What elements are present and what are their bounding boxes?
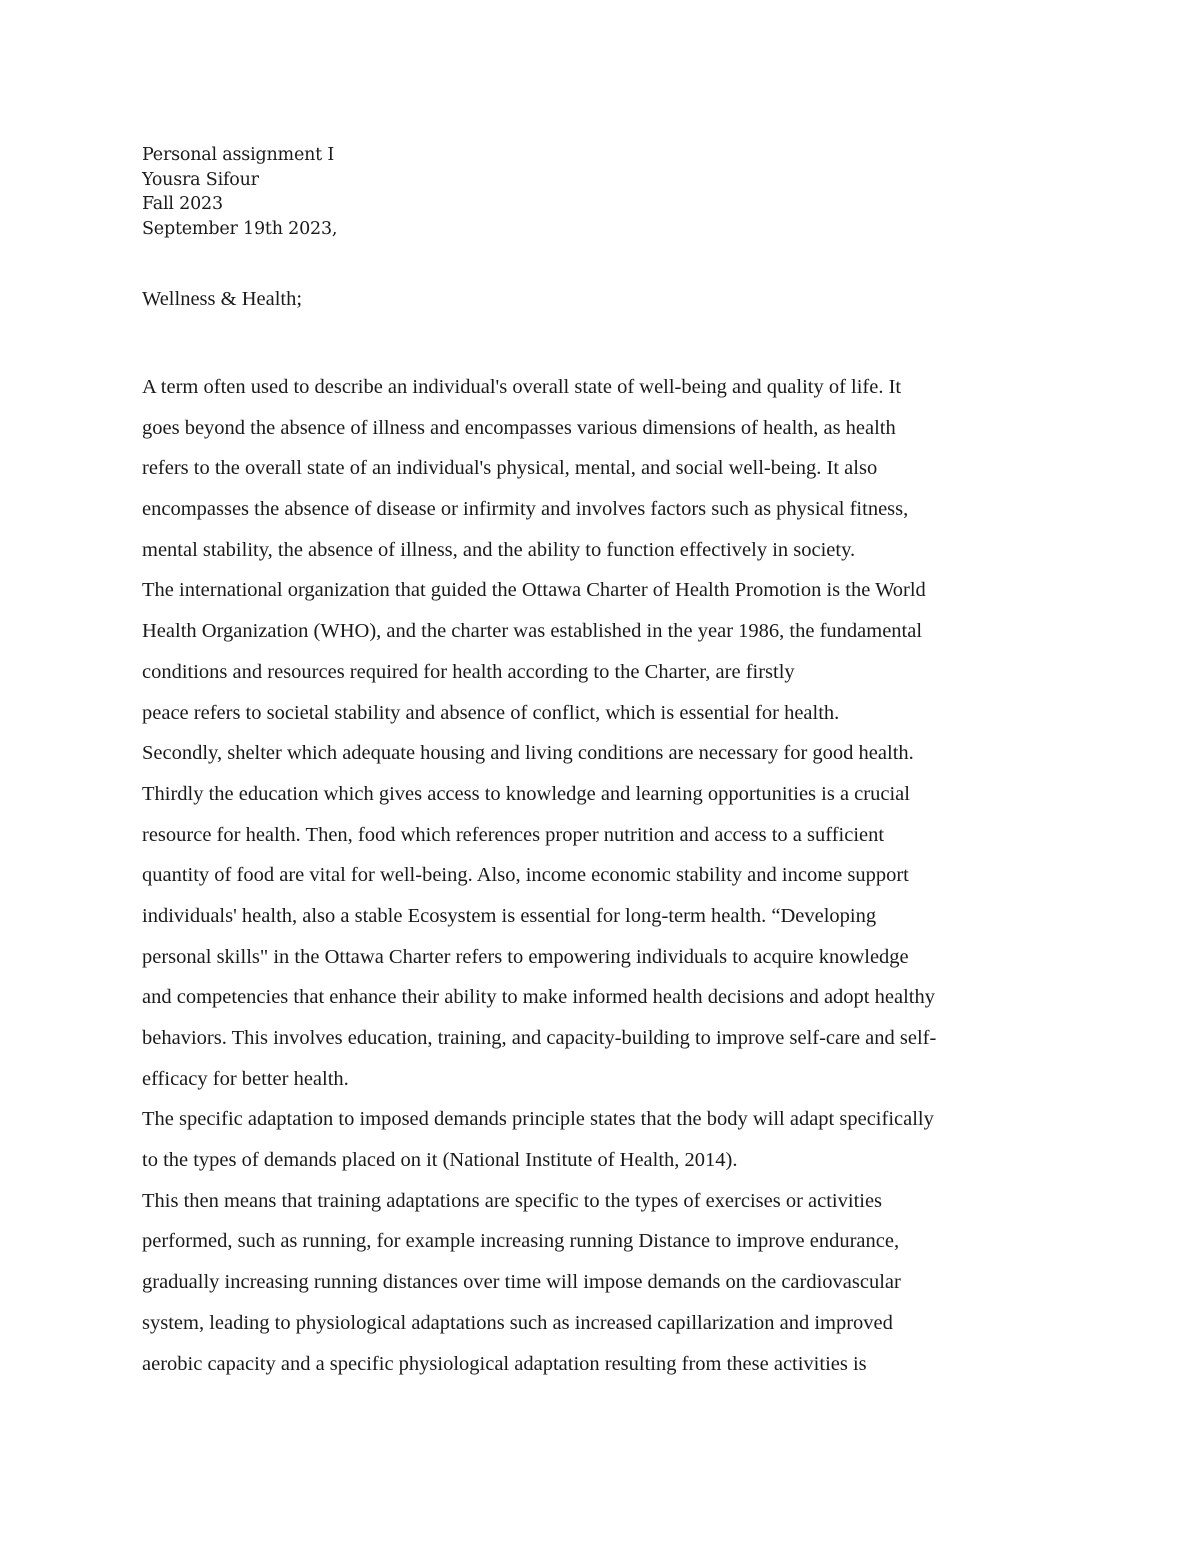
body-line: goes beyond the absence of illness and encompasses various dimensions of health, as health xyxy=(142,416,896,439)
body-line: aerobic capacity and a specific physiological adaptation resulting from these activities is xyxy=(142,1352,867,1375)
body-line: and competencies that enhance their ability to make informed health decisions and adopt healthy xyxy=(142,986,935,1009)
body-line: individuals' health, also a stable Ecosystem is essential for long-term health. “Developing xyxy=(142,904,877,927)
body-line: to the types of demands placed on it (National Institute of Health, 2014). xyxy=(142,1149,738,1172)
body-line: personal skills" in the Ottawa Charter refers to empowering individuals to acquire knowledge xyxy=(142,945,909,968)
body-line: mental stability, the absence of illness, and the ability to function effectively in society. xyxy=(142,538,856,561)
author-name: Yousra Sifour xyxy=(142,169,259,190)
body-line: Thirdly the education which gives access to knowledge and learning opportunities is a crucial xyxy=(142,782,910,805)
body-line: system, leading to physiological adaptations such as increased capillarization and improved xyxy=(142,1311,893,1334)
body-line: The specific adaptation to imposed demands principle states that the body will adapt specifically xyxy=(142,1108,934,1131)
body-line: efficacy for better health. xyxy=(142,1067,349,1090)
document-header xyxy=(142,143,1042,241)
term: Fall 2023 xyxy=(142,194,223,214)
body-line: Secondly, shelter which adequate housing and living conditions are necessary for good health. xyxy=(142,742,914,765)
body-line: This then means that training adaptations are specific to the types of exercises or activities xyxy=(142,1189,883,1212)
assignment-name: Personal assignment I xyxy=(142,145,335,165)
document-title: Wellness & Health; xyxy=(142,288,303,310)
body-line: refers to the overall state of an individual's physical, mental, and social well-being. It also xyxy=(142,457,878,480)
body-line: performed, such as running, for example increasing running Distance to improve endurance, xyxy=(142,1230,900,1253)
body-line: behaviors. This involves education, training, and capacity-building to improve self-care and self- xyxy=(142,1027,937,1049)
body-line: gradually increasing running distances over time will impose demands on the cardiovascular xyxy=(142,1271,901,1294)
body-line: Health Organization (WHO), and the charter was established in the year 1986, the fundamental xyxy=(142,620,923,643)
body-line: resource for health. Then, food which references proper nutrition and access to a sufficient xyxy=(142,823,885,846)
body-line: A term often used to describe an individual's overall state of well-being and quality of life. It xyxy=(142,376,902,398)
body-line: quantity of food are vital for well-being. Also, income economic stability and income support xyxy=(142,864,909,887)
body-line: conditions and resources required for health according to the Charter, are firstly xyxy=(142,660,795,683)
date: September 19th 2023, xyxy=(142,218,338,239)
body-line: peace refers to societal stability and absence of conflict, which is essential for health. xyxy=(142,701,840,724)
body-line: encompasses the absence of disease or infirmity and involves factors such as physical fitness, xyxy=(142,498,909,521)
body-text xyxy=(142,367,1082,1384)
body-line: The international organization that guided the Ottawa Charter of Health Promotion is the World xyxy=(142,579,926,602)
